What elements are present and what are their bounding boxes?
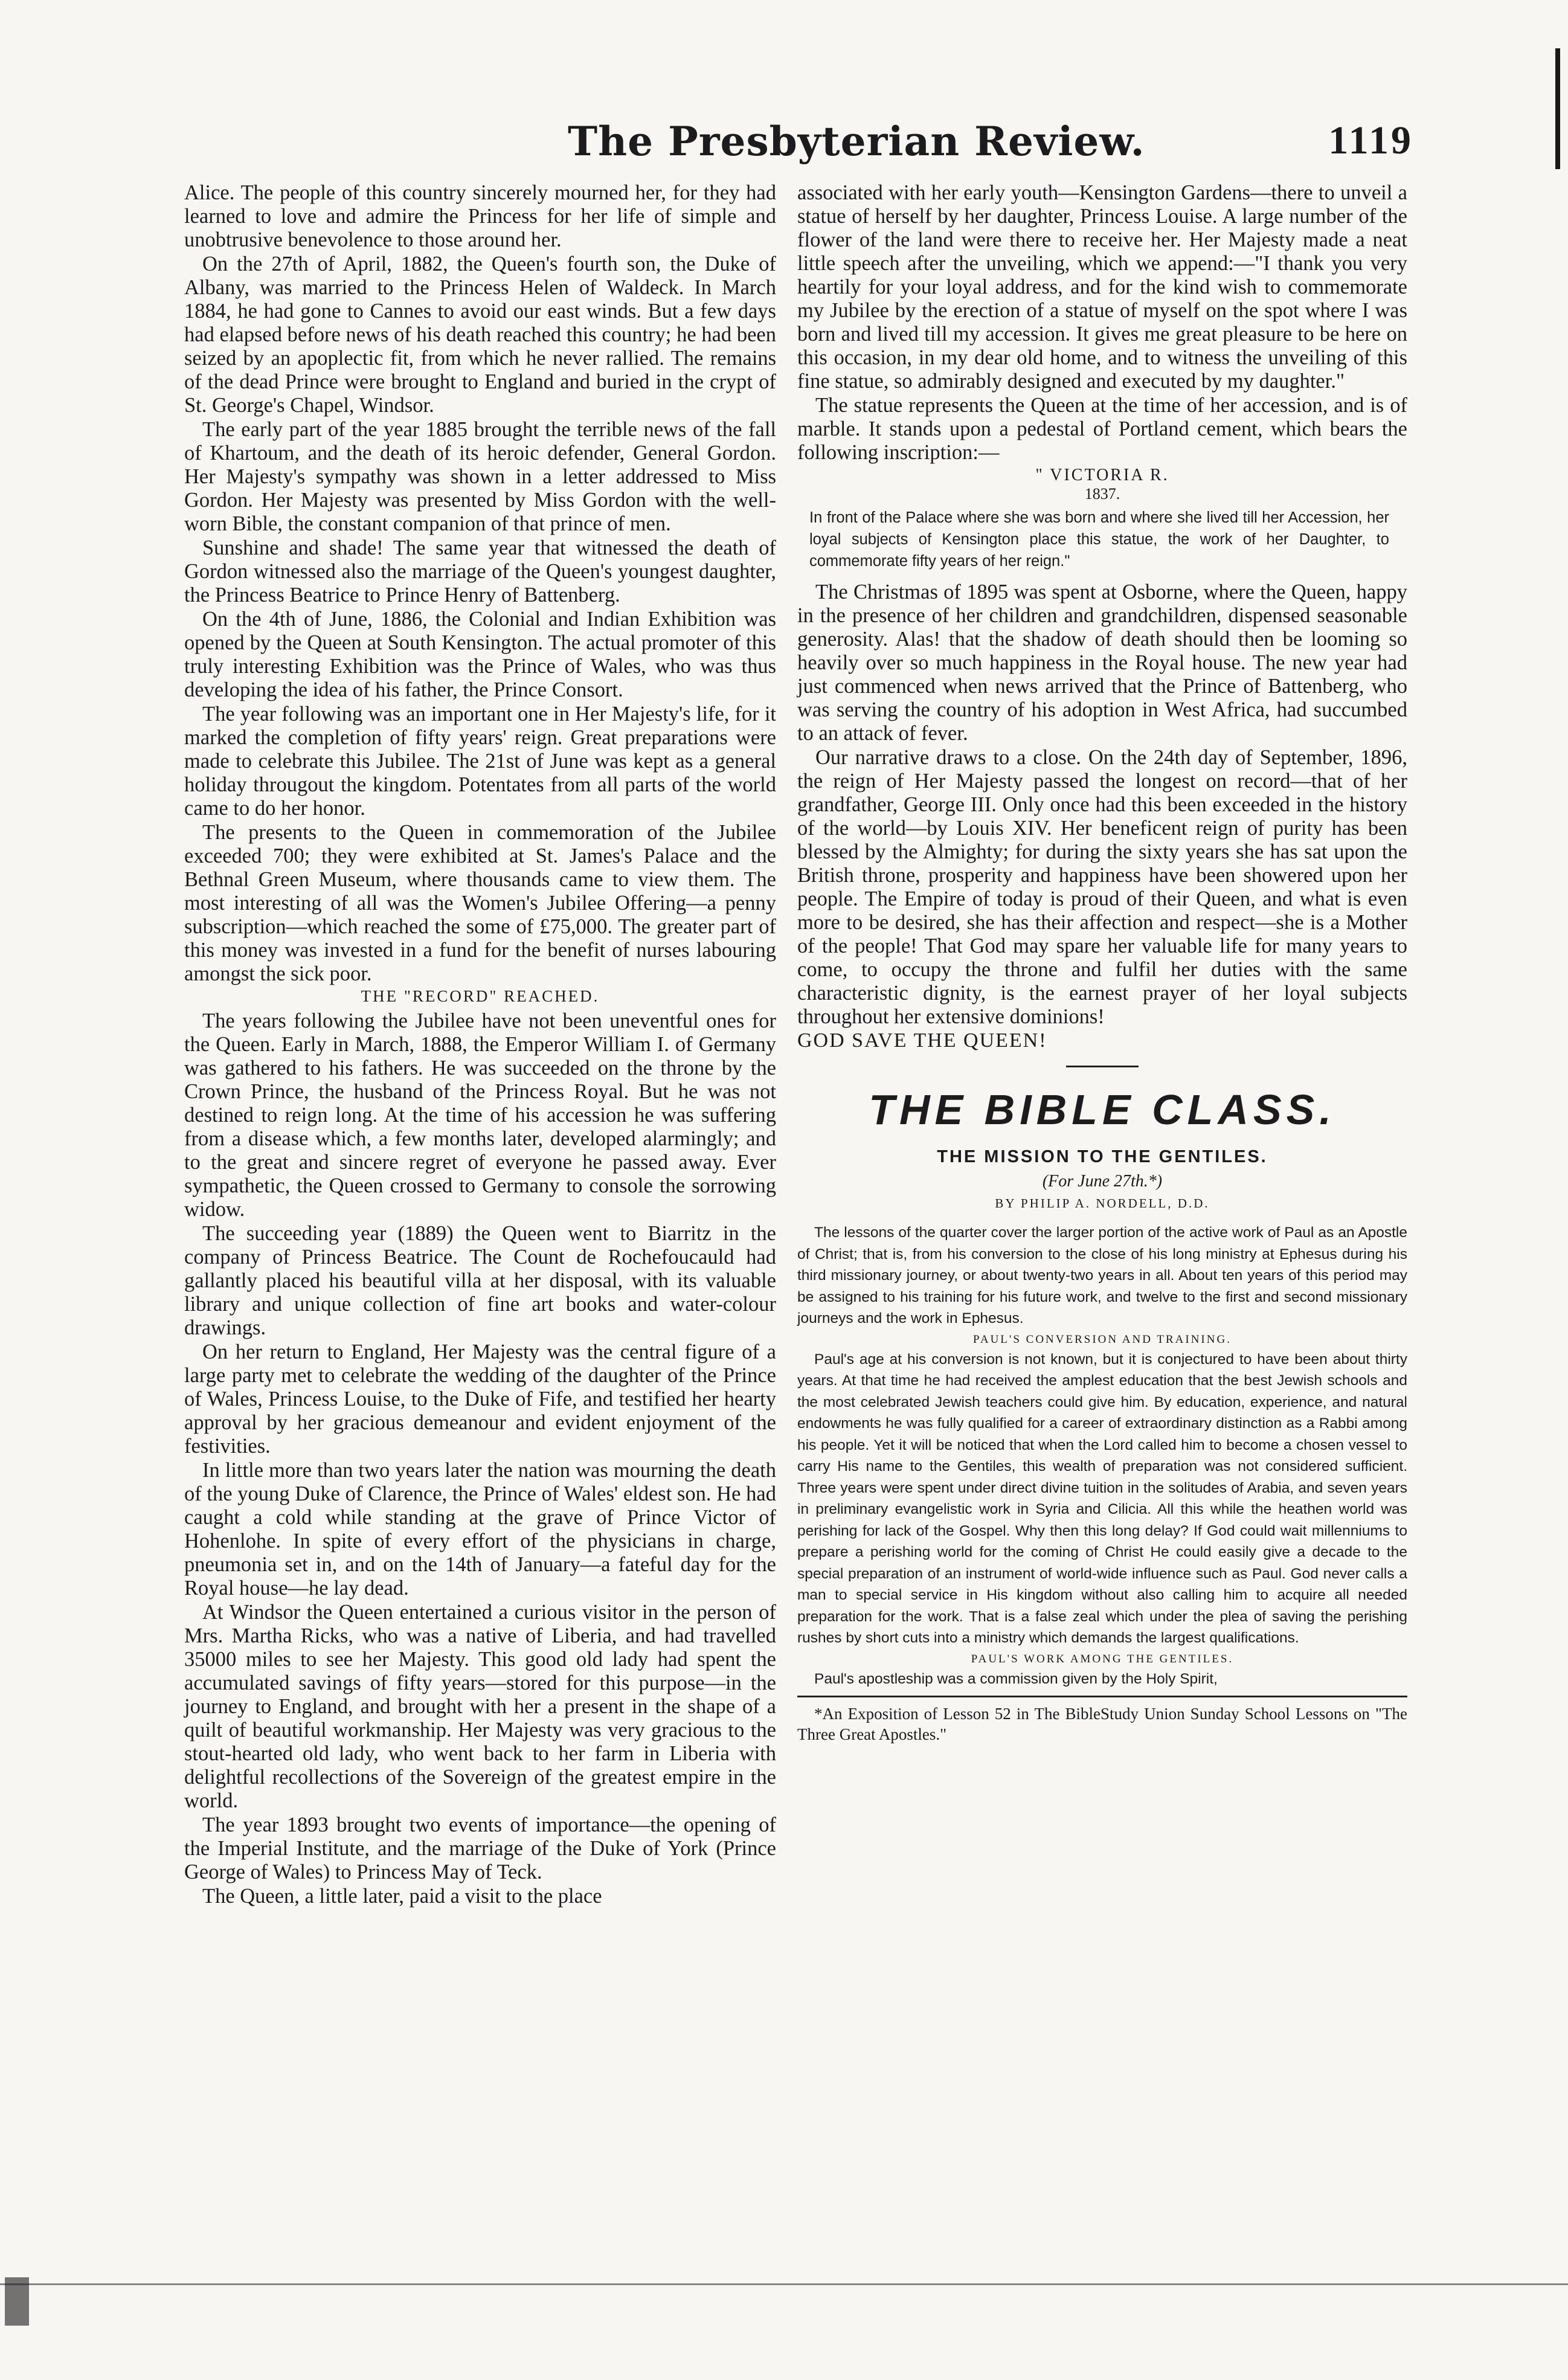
lesson-title: THE MISSION TO THE GENTILES. — [937, 1147, 1268, 1166]
footnote: *An Exposition of Lesson 52 in The BibleStudy Union Sunday School Lessons on "The Three Great Apostles." — [797, 1705, 1407, 1743]
inscription-text: In front of the Palace where she was born and where she lived till her Accession, her loyal subjects of Kensington place this statue, the work of her Daughter, to commemorate fifty years of her reign." — [809, 509, 1389, 570]
lesson-date: (For June 27th.*) — [1042, 1172, 1163, 1191]
scan-edge-left — [5, 2277, 29, 2326]
paragraph: On the 4th of June, 1886, the Colonial and Indian Exhibition was opened by the Queen at South Kensington. The actual promoter of this truly interesting Exhibition was the Prince of Wales, who was thus developing the idea of his father, the Prince Consort. — [184, 608, 776, 701]
paragraph: The presents to the Queen in commemoration of the Jubilee exceeded 700; they were exhibited at St. James's Palace and the Bethnal Green Museum, where thousands came to view them. The most interesting of all was the Women's Jubilee Offering—a penny subscription—which reached the some of £75,000. The greater part of this money was invested in a fund for the benefit of nurses labouring amongst the sick poor. — [184, 821, 776, 985]
inscription-title: " VICTORIA R. — [1035, 466, 1169, 484]
paragraph: In little more than two years later the nation was mourning the death of the young Duke of Clarence, the Prince of Wales' eldest son. He had caught a cold while standing at the grave of Prince Victor of Hohenlohe. In spite of every effort of the physicians in charge, pneumonia set in, and on the 14th of January—a fateful day for the Royal house—he lay dead. — [184, 1459, 776, 1600]
section-subhead: THE "RECORD" REACHED. — [361, 987, 600, 1005]
lesson-heading: PAUL'S WORK AMONG THE GENTILES. — [971, 1652, 1234, 1665]
lesson-heading: PAUL'S CONVERSION AND TRAINING. — [973, 1333, 1232, 1346]
paragraph: The early part of the year 1885 brought the terrible news of the fall of Khartoum, and the death of its heroic defender, General Gordon. Her Majesty's sympathy was shown in a letter addressed to Miss Gordon. Her Majesty was presented by Miss Gordon with the well-worn Bible, the constant companion of that prince of men. — [184, 418, 776, 535]
paragraph: The year 1893 brought two events of importance—the opening of the Imperial Institute, and the marriage of the Duke of York (Prince George of Wales) to Princess May of Teck. — [184, 1813, 776, 1883]
paragraph: At Windsor the Queen entertained a curious visitor in the person of Mrs. Martha Ricks, who was a native of Liberia, and had travelled 35000 miles to see her Majesty. This good old lady had spent the accumulated savings of fifty years—stored for this purpose—in the journey to England, and brought with her a present in the shape of a quilt of beautiful workmanship. Her Majesty was very gracious to the stout-hearted old lady, who went back to her farm in Liberia with delightful recollections of the Sovereign of the greatest empire in the world. — [184, 1601, 776, 1812]
paragraph: The succeeding year (1889) the Queen went to Biarritz in the company of Princess Beatrice. The Count de Rochefoucauld had gallantly placed his beautiful villa at her disposal, with its valuable library and unique collection of fine art books and water-colour drawings. — [184, 1222, 776, 1339]
paragraph: Alice. The people of this country sincerely mourned her, for they had learned to love and admire the Princess for her life of simple and unobtrusive benevolence to those around her. — [184, 181, 776, 251]
scan-edge-bottom — [0, 2283, 1568, 2285]
paragraph: associated with her early youth—Kensington Gardens—there to unveil a statue of herself by her daughter, Princess Louise. A large number of the flower of the land were there to receive her. Her Majesty made a neat little speech after the unveiling, which we append:—"I thank you very heartily for your loyal address, and for the kind wish to commemorate my Jubilee by the erection of a statue of myself on the spot where I was born and lived till my accession. It gives me great pleasure to be here on this occasion, in my dear old home, and to witness the unveiling of this fine statue, so admirably designed and executed by my daughter." — [797, 181, 1407, 393]
lesson-paragraph: Paul's apostleship was a commission given by the Holy Spirit, — [814, 1670, 1218, 1687]
inscription-year: 1837. — [1084, 485, 1120, 503]
scan-edge-top — [1555, 48, 1560, 169]
bible-class-section — [797, 1085, 1407, 1690]
right-column — [797, 181, 1407, 1745]
lesson-intro: The lessons of the quarter cover the larger portion of the active work of Paul as an Apostle of Christ; that is, from his conversion to the close of his long ministry at Ephesus during his third missionary journey, or about twenty-two years in all. About ten years of this period may be assigned to his training for his future work, and twelve to the first and second missionary journeys and the work in Ephesus. — [797, 1224, 1407, 1327]
paragraph: The Christmas of 1895 was spent at Osborne, where the Queen, happy in the presence of her children and grandchildren, dispensed seasonable generosity. Alas! that the shadow of death should then be looming so heavily over so much happiness in the Royal house. The new year had just commenced when news arrived that the Prince of Battenberg, who was serving the country of his adoption in West Africa, had succumbed to an attack of fever. — [797, 581, 1407, 745]
lesson-paragraph: Paul's age at his conversion is not known, but it is conjectured to have been about thirty years. At that time he had received the amplest education that the best Jewish schools and the most celebrated Jewish teachers could give him. By education, experience, and natural endowments he was fully qualified for a career of extraordinary distinction as a Rabbi among his people. Yet it will be noticed that when the Lord called him to become a chosen vessel to carry His name to the Gentiles, this wealth of preparation was not considered sufficient. Three years were spent under direct divine tuition in the solitudes of Arabia, and seven years in preliminary evangelistic work in Syria and Cilicia. All this while the heathen world was perishing for lack of the Gospel. Why then this long delay? If God could wait millenniums to prepare a perishing world for the coming of Christ He could easily give a decade to the special preparation of an instrument of world-wide influence such as Paul. God never calls a man to special service in His kingdom without also calling him to acquire all needed preparation for the work. That is a false zeal which under the plea of saving the perishing rushes by short cuts into a ministry which demands the largest qualifications. — [797, 1351, 1407, 1646]
section-divider — [1066, 1066, 1139, 1067]
footnote-rule — [797, 1696, 1407, 1697]
paragraph: On the 27th of April, 1882, the Queen's fourth son, the Duke of Albany, was married to the Princess Helen of Waldeck. In March 1884, he had gone to Cannes to avoid our east winds. But a few days had elapsed before news of his death reached this country; he had been seized by an apoplectic fit, from which he never rallied. The remains of the dead Prince were brought to England and buried in the crypt of St. George's Chapel, Windsor. — [184, 252, 776, 417]
paragraph: The Queen, a little later, paid a visit to the place — [202, 1885, 602, 1908]
journal-title: The Presbyterian Review. — [568, 118, 1145, 165]
closing-line: GOD SAVE THE QUEEN! — [797, 1029, 1047, 1052]
paragraph: The statue represents the Queen at the time of her accession, and is of marble. It stands upon a pedestal of Portland cement, which bears the following inscription:— — [797, 394, 1407, 464]
paragraph: Sunshine and shade! The same year that witnessed the death of Gordon witnessed also the marriage of the Queen's youngest daughter, the Princess Beatrice to Prince Henry of Battenberg. — [184, 536, 776, 606]
paragraph: Our narrative draws to a close. On the 24th day of September, 1896, the reign of Her Majesty passed the longest on record—that of her grandfather, George III. Only once had this been exceeded in the history of the world—by Louis XIV. Her beneficent reign of purity has been blessed by the Almighty; for during the sixty years she has sat upon the British throne, prosperity and happiness have been showered upon her people. The Empire of today is proud of their Queen, and what is even more to be desired, she has their affection and respect—she is a Mother of the people! That God may spare her valuable life for many years to come, to occupy the throne and fulfil her duties with the same characteristic dignity, is the earnest prayer of her loyal subjects throughout her extensive dominions! — [797, 746, 1407, 1028]
paragraph: The year following was an important one in Her Majesty's life, for it marked the completion of fifty years' reign. Great preparations were made to celebrate this Jubilee. The 21st of June was kept as a general holiday througout the kingdom. Potentates from all parts of the world came to do her honor. — [184, 703, 776, 820]
author-byline: BY PHILIP A. NORDELL, D.D. — [995, 1196, 1210, 1211]
paragraph: On her return to England, Her Majesty was the central figure of a large party met to celebrate the wedding of the daughter of the Prince of Wales, Princess Louise, to the Duke of Fife, and testified her hearty approval by her gracious demeanour and evident enjoyment of the festivities. — [184, 1340, 776, 1458]
page-header — [181, 118, 1413, 172]
bible-class-title: THE BIBLE CLASS. — [869, 1086, 1336, 1133]
page-number: 1119 — [1328, 118, 1413, 162]
left-column — [184, 181, 776, 1909]
paragraph: The years following the Jubilee have not been uneventful ones for the Queen. Early in March, 1888, the Emperor William I. of Germany was gathered to his fathers. He was succeeded on the throne by the Crown Prince, the husband of the Princess Royal. But he was not destined to reign long. At the time of his accession he was suffering from a disease which, a few months later, developed alarmingly; and to the great and sincere regret of everyone he passed away. Ever sympathetic, the Queen crossed to Germany to console the sorrowing widow. — [184, 1009, 776, 1221]
